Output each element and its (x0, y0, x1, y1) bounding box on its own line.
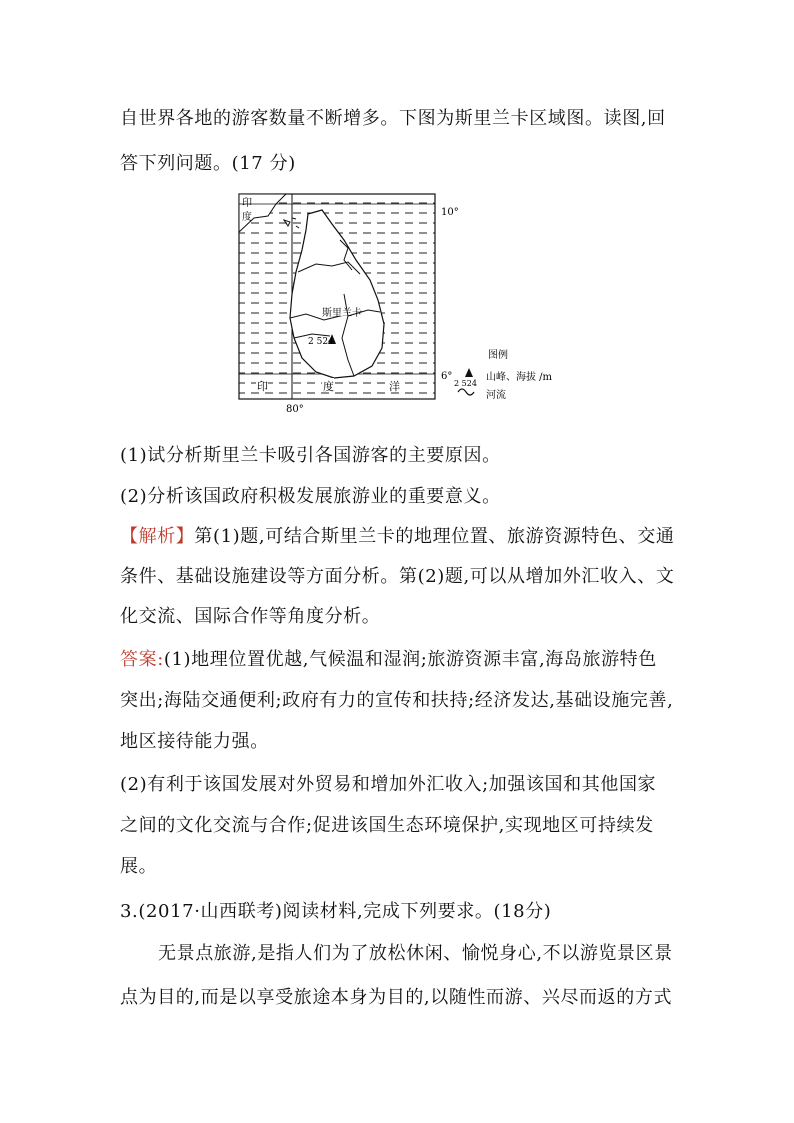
legend-peak-icon (465, 368, 473, 377)
label-india-1: 印 (242, 198, 252, 209)
question-3-para-1: 无景点旅游,是指人们为了放松休闲、愉悦身心,不以游览景区景 (158, 943, 673, 964)
legend-river-label: 河流 (486, 390, 506, 401)
analysis-line-1 (120, 522, 674, 548)
analysis-line-3: 化交流、国际合作等角度分析。 (120, 606, 381, 627)
answer-line-5: 之间的文化交流与合作;促进该国生态环境保护,实现地区可持续发 (120, 815, 654, 836)
analysis-line-2: 条件、基础设施建设等方面分析。第(2)题,可以从增加外汇收入、文 (120, 566, 675, 587)
intro-line-1: 自世界各地的游客数量不断增多。下图为斯里兰卡区域图。读图,回 (120, 108, 666, 129)
legend-peak-label: 山峰、海拔 /m (486, 372, 553, 383)
answer-line-2: 突出;海陆交通便利;政府有力的宣传和扶持;经济发达,基础设施完善, (120, 690, 674, 711)
analysis-label: 【解析】 (120, 526, 195, 547)
label-lon-80: 80° (286, 404, 304, 415)
label-peak: 2 524 (308, 337, 334, 347)
legend-river-icon (458, 389, 474, 395)
question-2: (2)分析该国政府积极发展旅游业的重要意义。 (120, 486, 501, 507)
intro-line-2: 答下列问题。(17 分) (120, 153, 296, 174)
label-ocean-1: 印 (257, 380, 268, 393)
answer-line-3: 地区接待能力强。 (120, 731, 269, 752)
label-ocean-2: 度 (323, 380, 334, 393)
label-country: 斯里兰卡 (322, 308, 362, 319)
answer-line-4: (2)有利于该国发展对外贸易和增加外汇收入;加强该国和其他国家 (120, 774, 657, 795)
map-svg (236, 188, 556, 420)
legend-peak-value: 2 524 (454, 379, 477, 388)
analysis-text-1: 第(1)题,可结合斯里兰卡的地理位置、旅游资源特色、交通 (194, 526, 675, 547)
question-1: (1)试分析斯里兰卡吸引各国游客的主要原因。 (120, 445, 501, 466)
label-ocean-3: 洋 (389, 380, 400, 393)
label-india-2: 度 (242, 212, 252, 223)
label-lat-6: 6° (441, 371, 453, 382)
question-3-header: 3.(2017·山西联考)阅读材料,完成下列要求。(18分) (120, 901, 552, 922)
answer-text-1: (1)地理位置优越,气候温和湿润;旅游资源丰富,海岛旅游特色 (163, 649, 657, 670)
legend-title: 图例 (488, 350, 508, 361)
answer-line-1 (120, 645, 657, 671)
answer-label: 答案: (120, 649, 164, 670)
label-lat-10: 10° (441, 207, 459, 218)
question-3-para-2: 点为目的,而是以享受旅途本身为目的,以随性而游、兴尽而返的方式 (120, 987, 673, 1008)
answer-line-6: 展。 (120, 856, 158, 877)
sri-lanka-map (236, 188, 556, 420)
